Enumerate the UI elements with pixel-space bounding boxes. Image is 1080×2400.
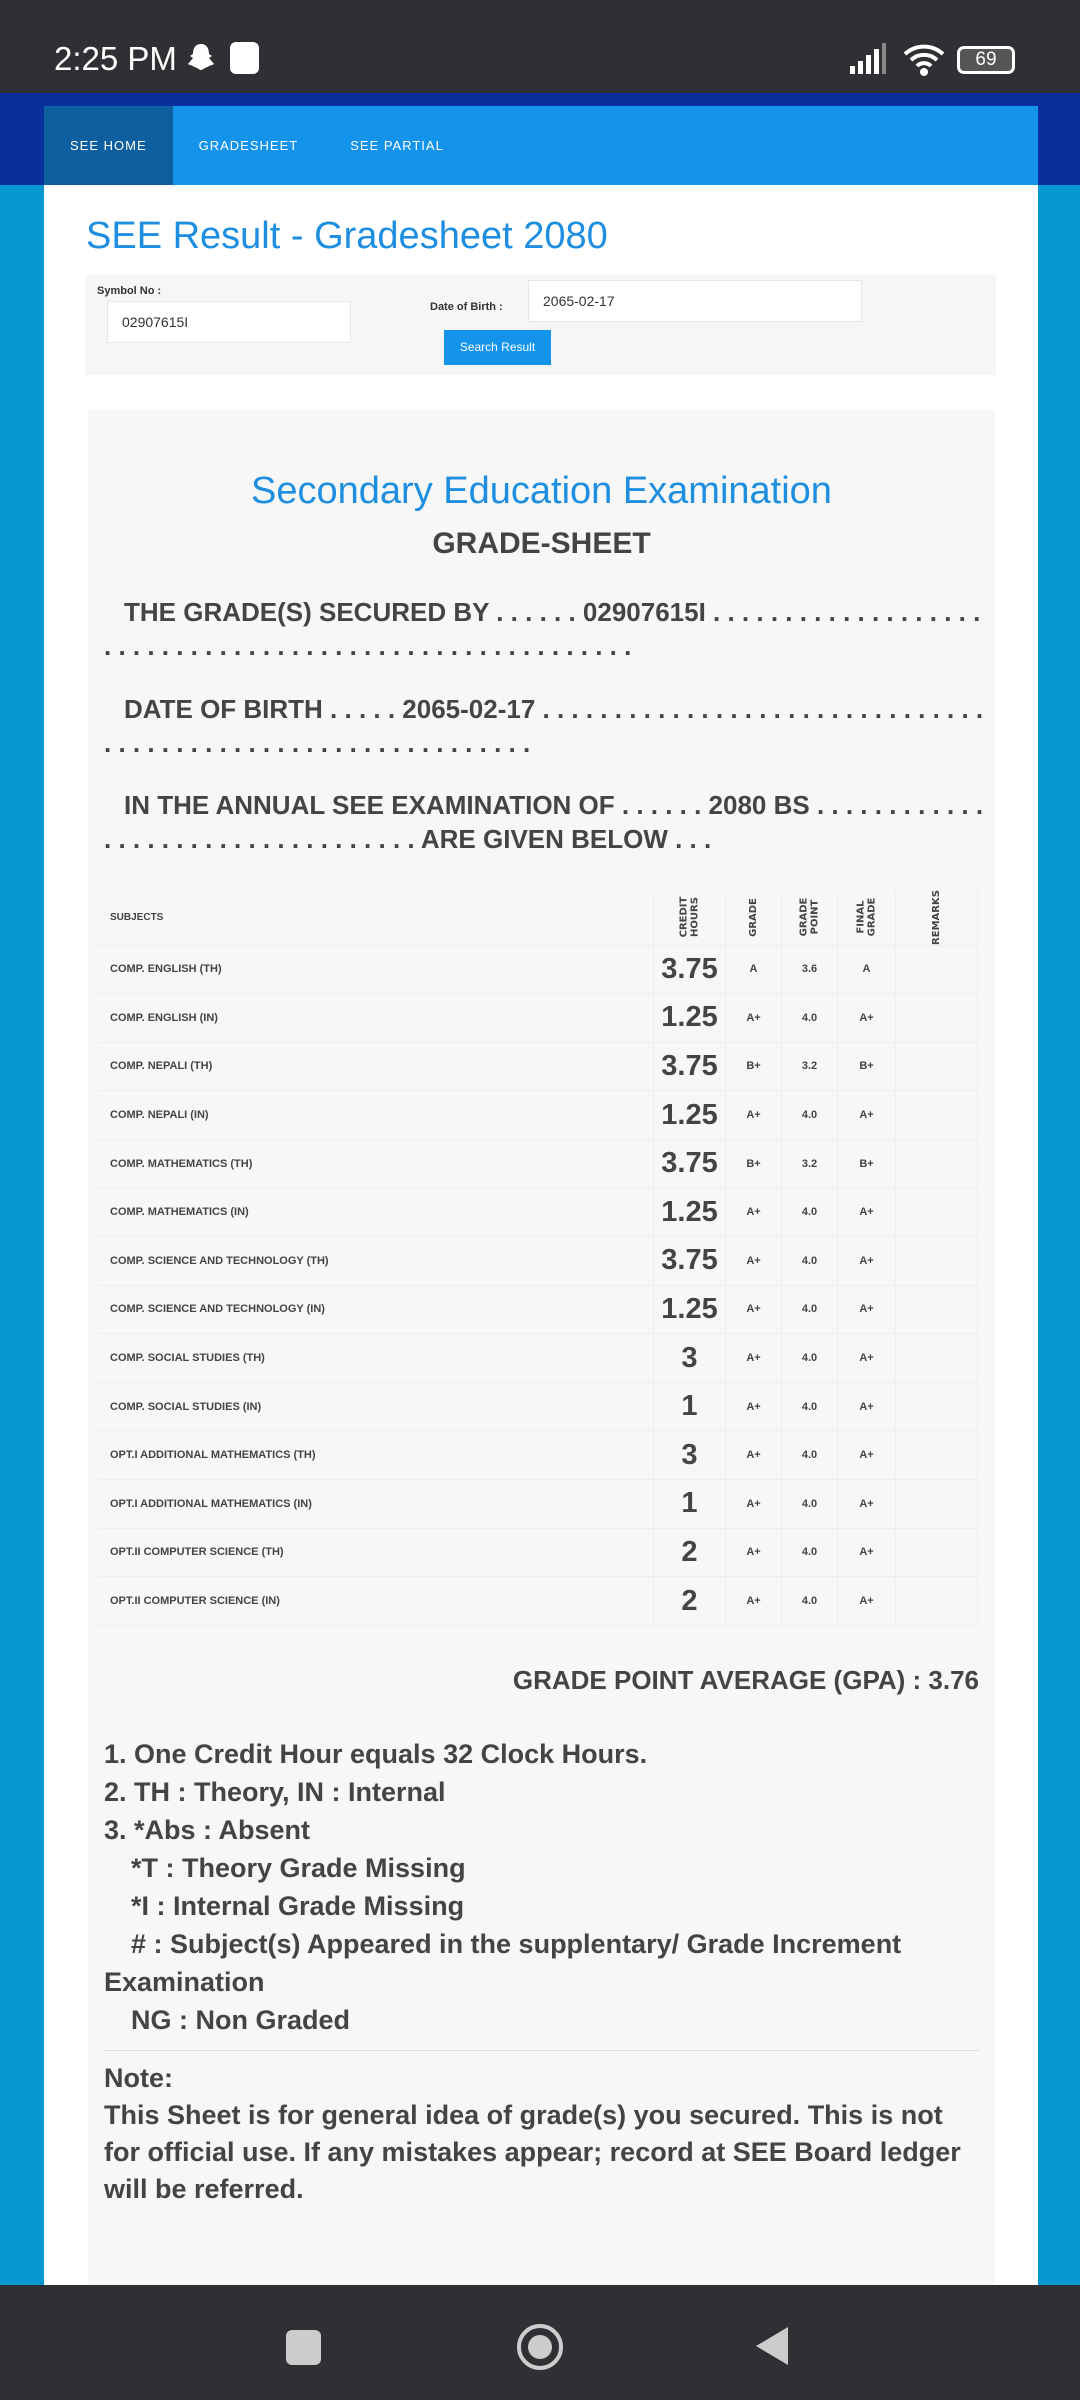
cell-remarks: [896, 994, 978, 1043]
cell-grade-point: 3.2: [782, 1139, 838, 1188]
cell-remarks: [896, 1577, 978, 1626]
note-item: *T : Theory Grade Missing: [131, 1853, 466, 1883]
cell-final-grade: A+: [838, 994, 896, 1043]
cell-grade-point: 4.0: [782, 1382, 838, 1431]
secured-by-line: THE GRADE(S) SECURED BY . . . . . . 02907615I . . . . . . . . . . . . . . . . . . . . . . . . . . . . . . . . . . . . . . . . . . . . . . . . . . . . . . . .: [104, 597, 981, 661]
cell-final-grade: A+: [838, 1528, 896, 1577]
cell-grade: A+: [726, 1237, 782, 1286]
cell-subject: COMP. NEPALI (IN): [98, 1091, 654, 1140]
cell-grade-point: 4.0: [782, 1577, 838, 1626]
nav-see-partial[interactable]: SEE PARTIAL: [350, 138, 444, 153]
cell-grade: A+: [726, 1334, 782, 1383]
cell-credit-hours: 2: [654, 1528, 726, 1577]
cell-grade-point: 3.6: [782, 945, 838, 994]
cell-final-grade: A+: [838, 1188, 896, 1237]
battery-icon: [957, 46, 1015, 74]
exam-line: IN THE ANNUAL SEE EXAMINATION OF . . . . . . 2080 BS . . . . . . . . . . . . . . . . . . . . . . . . . . . . . . . . . . ARE GIVEN BELOW . . .: [104, 790, 984, 854]
table-row: [98, 994, 978, 1043]
cell-remarks: [896, 1480, 978, 1529]
nav-see-home[interactable]: SEE HOME: [44, 106, 173, 185]
page-title: SEE Result - Gradesheet 2080: [86, 215, 608, 257]
col-grade: GRADE: [748, 897, 759, 937]
dob-line: DATE OF BIRTH . . . . . 2065-02-17 . . . . . . . . . . . . . . . . . . . . . . . . . . . . . . . . . . . . . . . . . . . . . . . . . . . . . . . . . . . . .: [104, 694, 984, 758]
cell-subject: COMP. ENGLISH (IN): [98, 994, 654, 1043]
cell-grade-point: 4.0: [782, 1431, 838, 1480]
android-nav-bar: [0, 2285, 1080, 2400]
grades-table: [98, 890, 978, 1626]
cell-grade-point: 4.0: [782, 1528, 838, 1577]
cell-remarks: [896, 1431, 978, 1480]
cell-subject: OPT.I ADDITIONAL MATHEMATICS (IN): [98, 1480, 654, 1529]
cell-grade: A+: [726, 1431, 782, 1480]
back-icon[interactable]: [754, 2325, 790, 2367]
cell-credit-hours: 1.25: [654, 1188, 726, 1237]
cell-final-grade: A: [838, 945, 896, 994]
table-row: [98, 1528, 978, 1577]
cell-grade-point: 4.0: [782, 1334, 838, 1383]
cell-subject: COMP. NEPALI (TH): [98, 1042, 654, 1091]
cell-subject: COMP. MATHEMATICS (TH): [98, 1139, 654, 1188]
table-row: [98, 1188, 978, 1237]
cell-remarks: [896, 1139, 978, 1188]
cell-final-grade: B+: [838, 1139, 896, 1188]
cell-final-grade: A+: [838, 1480, 896, 1529]
cell-grade-point: 4.0: [782, 994, 838, 1043]
cell-final-grade: B+: [838, 1042, 896, 1091]
cell-remarks: [896, 1188, 978, 1237]
table-row: [98, 1382, 978, 1431]
cell-grade: A+: [726, 1285, 782, 1334]
cell-credit-hours: 3: [654, 1431, 726, 1480]
cell-subject: OPT.I ADDITIONAL MATHEMATICS (TH): [98, 1431, 654, 1480]
cell-subject: COMP. ENGLISH (TH): [98, 945, 654, 994]
note-title: Note:: [104, 2063, 173, 2093]
cell-grade: A+: [726, 1188, 782, 1237]
cell-subject: COMP. MATHEMATICS (IN): [98, 1188, 654, 1237]
cell-subject: COMP. SCIENCE AND TECHNOLOGY (IN): [98, 1285, 654, 1334]
cell-grade-point: 4.0: [782, 1480, 838, 1529]
note-item: 2. TH : Theory, IN : Internal: [104, 1777, 446, 1807]
cell-grade-point: 4.0: [782, 1091, 838, 1140]
dob-label: Date of Birth :: [430, 301, 503, 313]
legend-notes: [104, 1735, 984, 2039]
clock: 2:25 PM: [54, 40, 177, 77]
cell-remarks: [896, 1285, 978, 1334]
cell-remarks: [896, 1334, 978, 1383]
symbol-label: Symbol No :: [97, 285, 162, 297]
cell-final-grade: A+: [838, 1334, 896, 1383]
cell-grade: A+: [726, 1577, 782, 1626]
battery-level: 69: [975, 49, 997, 70]
note-item: 3. *Abs : Absent: [104, 1815, 311, 1845]
col-credit-hours: CREDIT HOURS: [678, 896, 701, 938]
cell-final-grade: A+: [838, 1091, 896, 1140]
divider: [104, 2050, 979, 2051]
gpa: GRADE POINT AVERAGE (GPA) : 3.76: [512, 1665, 979, 1695]
cell-credit-hours: 3.75: [654, 1139, 726, 1188]
gradesheet-panel: [88, 410, 995, 2285]
cell-grade-point: 3.2: [782, 1042, 838, 1091]
table-row: [98, 1431, 978, 1480]
wifi-icon: [903, 42, 947, 78]
cell-credit-hours: 3.75: [654, 1042, 726, 1091]
table-row: [98, 1042, 978, 1091]
col-grade-point: GRADE POINT: [798, 897, 821, 937]
notification-icon: [230, 42, 259, 74]
cell-final-grade: A+: [838, 1382, 896, 1431]
cell-grade: B+: [726, 1042, 782, 1091]
cell-credit-hours: 2: [654, 1577, 726, 1626]
cell-credit-hours: 1: [654, 1382, 726, 1431]
cell-grade: A+: [726, 1480, 782, 1529]
table-row: [98, 1237, 978, 1286]
search-result-button[interactable]: Search Result: [444, 330, 551, 365]
cell-grade: A+: [726, 1382, 782, 1431]
cell-credit-hours: 3: [654, 1334, 726, 1383]
cell-final-grade: A+: [838, 1285, 896, 1334]
snapchat-icon: [186, 42, 216, 76]
cell-credit-hours: 1.25: [654, 1285, 726, 1334]
cell-grade: A+: [726, 994, 782, 1043]
col-final-grade: FINAL GRADE: [855, 897, 878, 937]
cell-subject: COMP. SOCIAL STUDIES (IN): [98, 1382, 654, 1431]
cell-credit-hours: 3.75: [654, 1237, 726, 1286]
cell-grade: A: [726, 945, 782, 994]
cell-remarks: [896, 1091, 978, 1140]
cell-remarks: [896, 1042, 978, 1091]
dob-input[interactable]: 2065-02-17: [528, 280, 862, 322]
note-item: # : Subject(s) Appeared in the supplentary/ Grade Increment: [131, 1929, 902, 1959]
exam-heading: Secondary Education Examination: [251, 470, 832, 512]
signal-icon: [850, 42, 890, 74]
table-row: [98, 1577, 978, 1626]
cell-credit-hours: 1.25: [654, 994, 726, 1043]
disclaimer: [104, 2060, 984, 2208]
table-row: [98, 1139, 978, 1188]
table-header: [98, 890, 978, 945]
col-remarks: REMARKS: [931, 889, 942, 945]
cell-remarks: [896, 945, 978, 994]
cell-remarks: [896, 1237, 978, 1286]
cell-credit-hours: 1: [654, 1480, 726, 1529]
col-subjects: SUBJECTS: [98, 890, 654, 945]
cell-final-grade: A+: [838, 1577, 896, 1626]
cell-grade-point: 4.0: [782, 1237, 838, 1286]
cell-subject: COMP. SOCIAL STUDIES (TH): [98, 1334, 654, 1383]
nav-gradesheet[interactable]: GRADESHEET: [198, 138, 299, 153]
recents-icon[interactable]: [286, 2330, 321, 2365]
note-item: NG : Non Graded: [131, 2005, 351, 2035]
table-row: [98, 1480, 978, 1529]
cell-subject: OPT.II COMPUTER SCIENCE (IN): [98, 1577, 654, 1626]
table-row: [98, 945, 978, 994]
cell-grade: A+: [726, 1091, 782, 1140]
table-row: [98, 1285, 978, 1334]
home-icon[interactable]: [515, 2322, 565, 2372]
cell-grade-point: 4.0: [782, 1188, 838, 1237]
cell-subject: OPT.II COMPUTER SCIENCE (TH): [98, 1528, 654, 1577]
cell-credit-hours: 3.75: [654, 945, 726, 994]
symbol-input[interactable]: 02907615I: [107, 301, 351, 343]
cell-final-grade: A+: [838, 1431, 896, 1480]
cell-subject: COMP. SCIENCE AND TECHNOLOGY (TH): [98, 1237, 654, 1286]
main-container: [44, 185, 1038, 2285]
gradesheet-heading: GRADE-SHEET: [432, 527, 651, 560]
table-row: [98, 1091, 978, 1140]
cell-grade: B+: [726, 1139, 782, 1188]
cell-remarks: [896, 1382, 978, 1431]
note-text: This Sheet is for general idea of grade(s) you secured. This is not for official use. If any mistakes appear; record at SEE Board ledger will be referred.: [104, 2100, 961, 2204]
table-row: [98, 1334, 978, 1383]
cell-credit-hours: 1.25: [654, 1091, 726, 1140]
cell-final-grade: A+: [838, 1237, 896, 1286]
status-bar: [0, 0, 1080, 93]
note-item: Examination: [104, 1967, 265, 1997]
note-item: 1. One Credit Hour equals 32 Clock Hours.: [104, 1739, 648, 1769]
top-nav: [44, 106, 1038, 185]
cell-grade-point: 4.0: [782, 1285, 838, 1334]
note-item: *I : Internal Grade Missing: [131, 1891, 465, 1921]
cell-remarks: [896, 1528, 978, 1577]
cell-grade: A+: [726, 1528, 782, 1577]
